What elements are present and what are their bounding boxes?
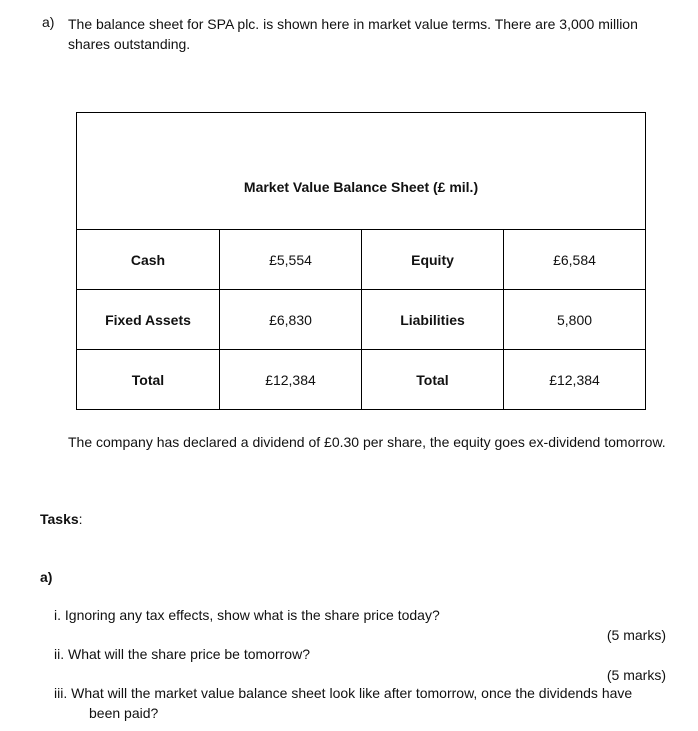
intro-text: The balance sheet for SPA plc. is shown here in market value terms. There are 3,000 million shares outstanding.: [68, 16, 638, 52]
question-i: i. Ignoring any tax effects, show what is the share price today?: [54, 607, 440, 623]
asset-value: £12,384: [220, 350, 362, 410]
tasks-label: Tasks: [40, 511, 79, 527]
question-label: a): [42, 14, 55, 30]
claim-value: £12,384: [504, 350, 646, 410]
claim-label: Liabilities: [362, 290, 504, 350]
claim-label: Total: [362, 350, 504, 410]
balance-sheet-title: Market Value Balance Sheet (£ mil.): [77, 113, 646, 230]
balance-sheet-table: [76, 112, 646, 410]
sub-question-label: a): [40, 569, 53, 585]
marks-ii: (5 marks): [606, 667, 666, 683]
tasks-heading: [40, 511, 83, 527]
tasks-colon: :: [78, 511, 83, 527]
question-iii-continuation: been paid?: [89, 705, 159, 721]
asset-value: £6,830: [220, 290, 362, 350]
claim-label: Equity: [362, 230, 504, 290]
question-ii: ii. What will the share price be tomorrow?: [54, 646, 310, 662]
marks-i: (5 marks): [606, 627, 666, 643]
table-row: [77, 230, 646, 290]
claim-value: £6,584: [504, 230, 646, 290]
asset-label: Fixed Assets: [77, 290, 220, 350]
table-row: [77, 350, 646, 410]
question-iii: iii. What will the market value balance sheet look like after tomorrow, once the dividends have: [54, 685, 633, 701]
dividend-text: The company has declared a dividend of £0.30 per share, the equity goes ex-dividend tomorrow.: [68, 434, 666, 450]
claim-value: 5,800: [504, 290, 646, 350]
asset-value: £5,554: [220, 230, 362, 290]
table-row: [77, 290, 646, 350]
asset-label: Total: [77, 350, 220, 410]
asset-label: Cash: [77, 230, 220, 290]
